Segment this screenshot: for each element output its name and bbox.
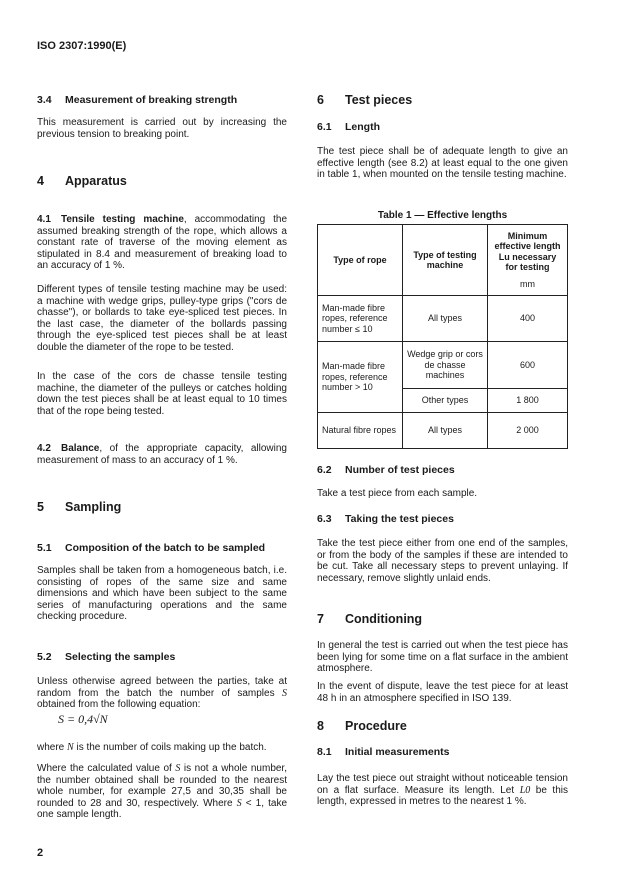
paragraph-4-1-types: Different types of tensile testing machine may be used: a machine with wedge grips, pulley-type grips ("cors de chasse"), or bollards to take eye-spliced test pieces. In the last case, the diameter of the bollards passing through the eye-spliced test pieces shall be at least double the diameter of the rope to be tested. [37, 284, 287, 353]
heading-8 [317, 719, 568, 733]
heading-6 [317, 93, 568, 107]
page-number: 2 [37, 847, 44, 859]
table-header-row [318, 225, 568, 296]
paragraph-4-1-cors: In the case of the cors de chasse tensile testing machine, the diameter of the pulleys or catches holding down the test pieces shall be at least equal to 10 times that of the rope being tested. [37, 371, 287, 417]
section-title: Length [345, 121, 380, 133]
section-number: 3.4 [37, 94, 52, 106]
cell-length: 2 000 [488, 413, 568, 449]
heading-5-1 [37, 542, 287, 554]
section-number: 6 [317, 93, 324, 107]
section-title: Selecting the samples [65, 651, 176, 663]
section-title: Sampling [65, 500, 122, 514]
cell-rope: Man-made fibre ropes, reference number > 10 [318, 342, 403, 413]
section-number: 5.2 [37, 651, 52, 663]
heading-6-1 [317, 121, 568, 133]
section-title: Composition of the batch to be sampled [65, 542, 266, 554]
section-title: Measurement of breaking strength [65, 94, 238, 106]
text: is not a whole number, the number obtained shall be rounded to the nearest whole number, for example 27,5 and 30,35 shall be rounded to 28 and 30, respectively. Where [37, 763, 287, 809]
paragraph-4-2 [37, 443, 287, 466]
paragraph-3-4: This measurement is carried out by increasing the previous tension to breaking point. [37, 117, 287, 140]
paragraph-rounding [37, 763, 287, 821]
equation [58, 712, 108, 727]
heading-8-1 [317, 746, 568, 758]
document-id: ISO 2307:1990(E) [37, 40, 127, 52]
paragraph-6-1: The test piece shall be of adequate length to give an effective length (see 8.2) at least equal to the one given in table 1, when mounted on the tensile testing machine. [317, 146, 568, 181]
text: be this length, expressed in metres to the nearest 1 %. [317, 784, 568, 808]
cell-rope: Man-made fibre ropes, reference number ≤ 10 [318, 296, 403, 342]
paragraph-where-n [37, 742, 287, 754]
text: obtained from the following equation: [37, 699, 201, 711]
section-title: Conditioning [345, 612, 423, 626]
section-number: 6.1 [317, 121, 332, 133]
cell-length: 1 800 [488, 389, 568, 413]
text: < 1, take one sample length. [37, 797, 288, 821]
paragraph-6-2: Take a test piece from each sample. [317, 488, 478, 499]
table-row [318, 342, 568, 389]
cell-length: 600 [488, 342, 568, 389]
definition: , of the appropriate capacity, allowing measurement of mass to an accuracy of 1 %. [37, 443, 287, 466]
term: Balance [61, 443, 100, 454]
text: is the number of coils making up the batch. [73, 742, 267, 753]
effective-lengths-table [317, 224, 568, 449]
symbol-s: S [175, 763, 181, 774]
section-title: Procedure [345, 719, 407, 733]
heading-5-2 [37, 651, 287, 663]
cell-machine: Other types [403, 389, 488, 413]
paragraph-5-1: Samples shall be taken from a homogeneous batch, i.e. consisting of ropes of the same size and same dimensions and which have been subject to the same series of manufacturing operations and the same checking procedure. [37, 565, 287, 623]
header-text: Minimum effective length [494, 230, 561, 252]
paragraph-5-2 [37, 676, 287, 711]
section-number: 5.1 [37, 542, 52, 554]
section-number: 4.2 [37, 443, 51, 454]
section-number: 6.3 [317, 513, 332, 525]
heading-4 [37, 174, 287, 188]
section-number: 4.1 [37, 214, 51, 225]
unit-label: mm [520, 278, 535, 289]
symbol-n: N [67, 742, 74, 753]
heading-7 [317, 612, 568, 626]
cell-machine: All types [403, 296, 488, 342]
term: Tensile testing machine [61, 214, 184, 225]
paragraph-7-2: In the event of dispute, leave the test piece for at least 48 h in an atmosphere specified in ISO 139. [317, 681, 568, 704]
heading-6-3 [317, 513, 568, 525]
text: where [37, 742, 68, 753]
header-type-of-machine: Type of testing machine [403, 225, 488, 296]
paragraph-4-1 [37, 214, 287, 272]
heading-6-2 [317, 464, 568, 476]
cell-machine: Wedge grip or cors de chasse machines [403, 342, 488, 389]
text: Where the calculated value of [37, 763, 176, 774]
section-number: 4 [37, 174, 44, 188]
table-caption: Table 1 — Effective lengths [377, 210, 508, 221]
equation-text: S = 0,4√N [58, 712, 108, 726]
section-number: 6.2 [317, 464, 332, 476]
section-title: Initial measurements [345, 746, 450, 758]
definition: , accommodating the assumed breaking strength of the rope, which allows a constant rate of traverse of the moving element as stipulated in 8.4 and measurement of breaking load to an accuracy of 1 %. [37, 214, 288, 272]
table-row [318, 413, 568, 449]
paragraph-6-3: Take the test piece either from one end of the samples, or from the body of the samples if these are intended to be cut. Take all necessary steps to prevent unlaying. If necessary, remove slightly unlaid ends. [317, 538, 568, 584]
cell-machine: All types [403, 413, 488, 449]
section-number: 5 [37, 500, 44, 514]
header-min-length [488, 225, 568, 296]
paragraph-8-1 [317, 773, 568, 808]
text: Unless otherwise agreed between the parties, take at random from the batch the number of samples [37, 676, 287, 699]
text: Lay the test piece out straight without noticeable tension on a flat surface. Measure its length. Let [317, 773, 568, 796]
heading-5 [37, 500, 287, 514]
paragraph-7-1: In general the test is carried out when the test piece has been lying for some time on a flat surface in the ambient atmosphere. [317, 640, 568, 675]
symbol-s: S [282, 687, 287, 699]
section-title: Number of test pieces [345, 464, 455, 476]
header-type-of-rope: Type of rope [318, 225, 403, 296]
table-row [318, 296, 568, 342]
section-title: Test pieces [345, 93, 413, 107]
cell-length: 400 [488, 296, 568, 342]
symbol-l0: L0 [519, 784, 531, 796]
heading-3-4 [37, 94, 287, 106]
section-number: 8.1 [317, 746, 332, 758]
header-text: Lu necessary for testing [498, 251, 557, 273]
section-title: Taking the test pieces [345, 513, 454, 525]
section-number: 8 [317, 719, 324, 733]
symbol-s: S [236, 797, 242, 809]
section-title: Apparatus [65, 174, 127, 188]
section-number: 7 [317, 612, 324, 626]
cell-rope: Natural fibre ropes [318, 413, 403, 449]
